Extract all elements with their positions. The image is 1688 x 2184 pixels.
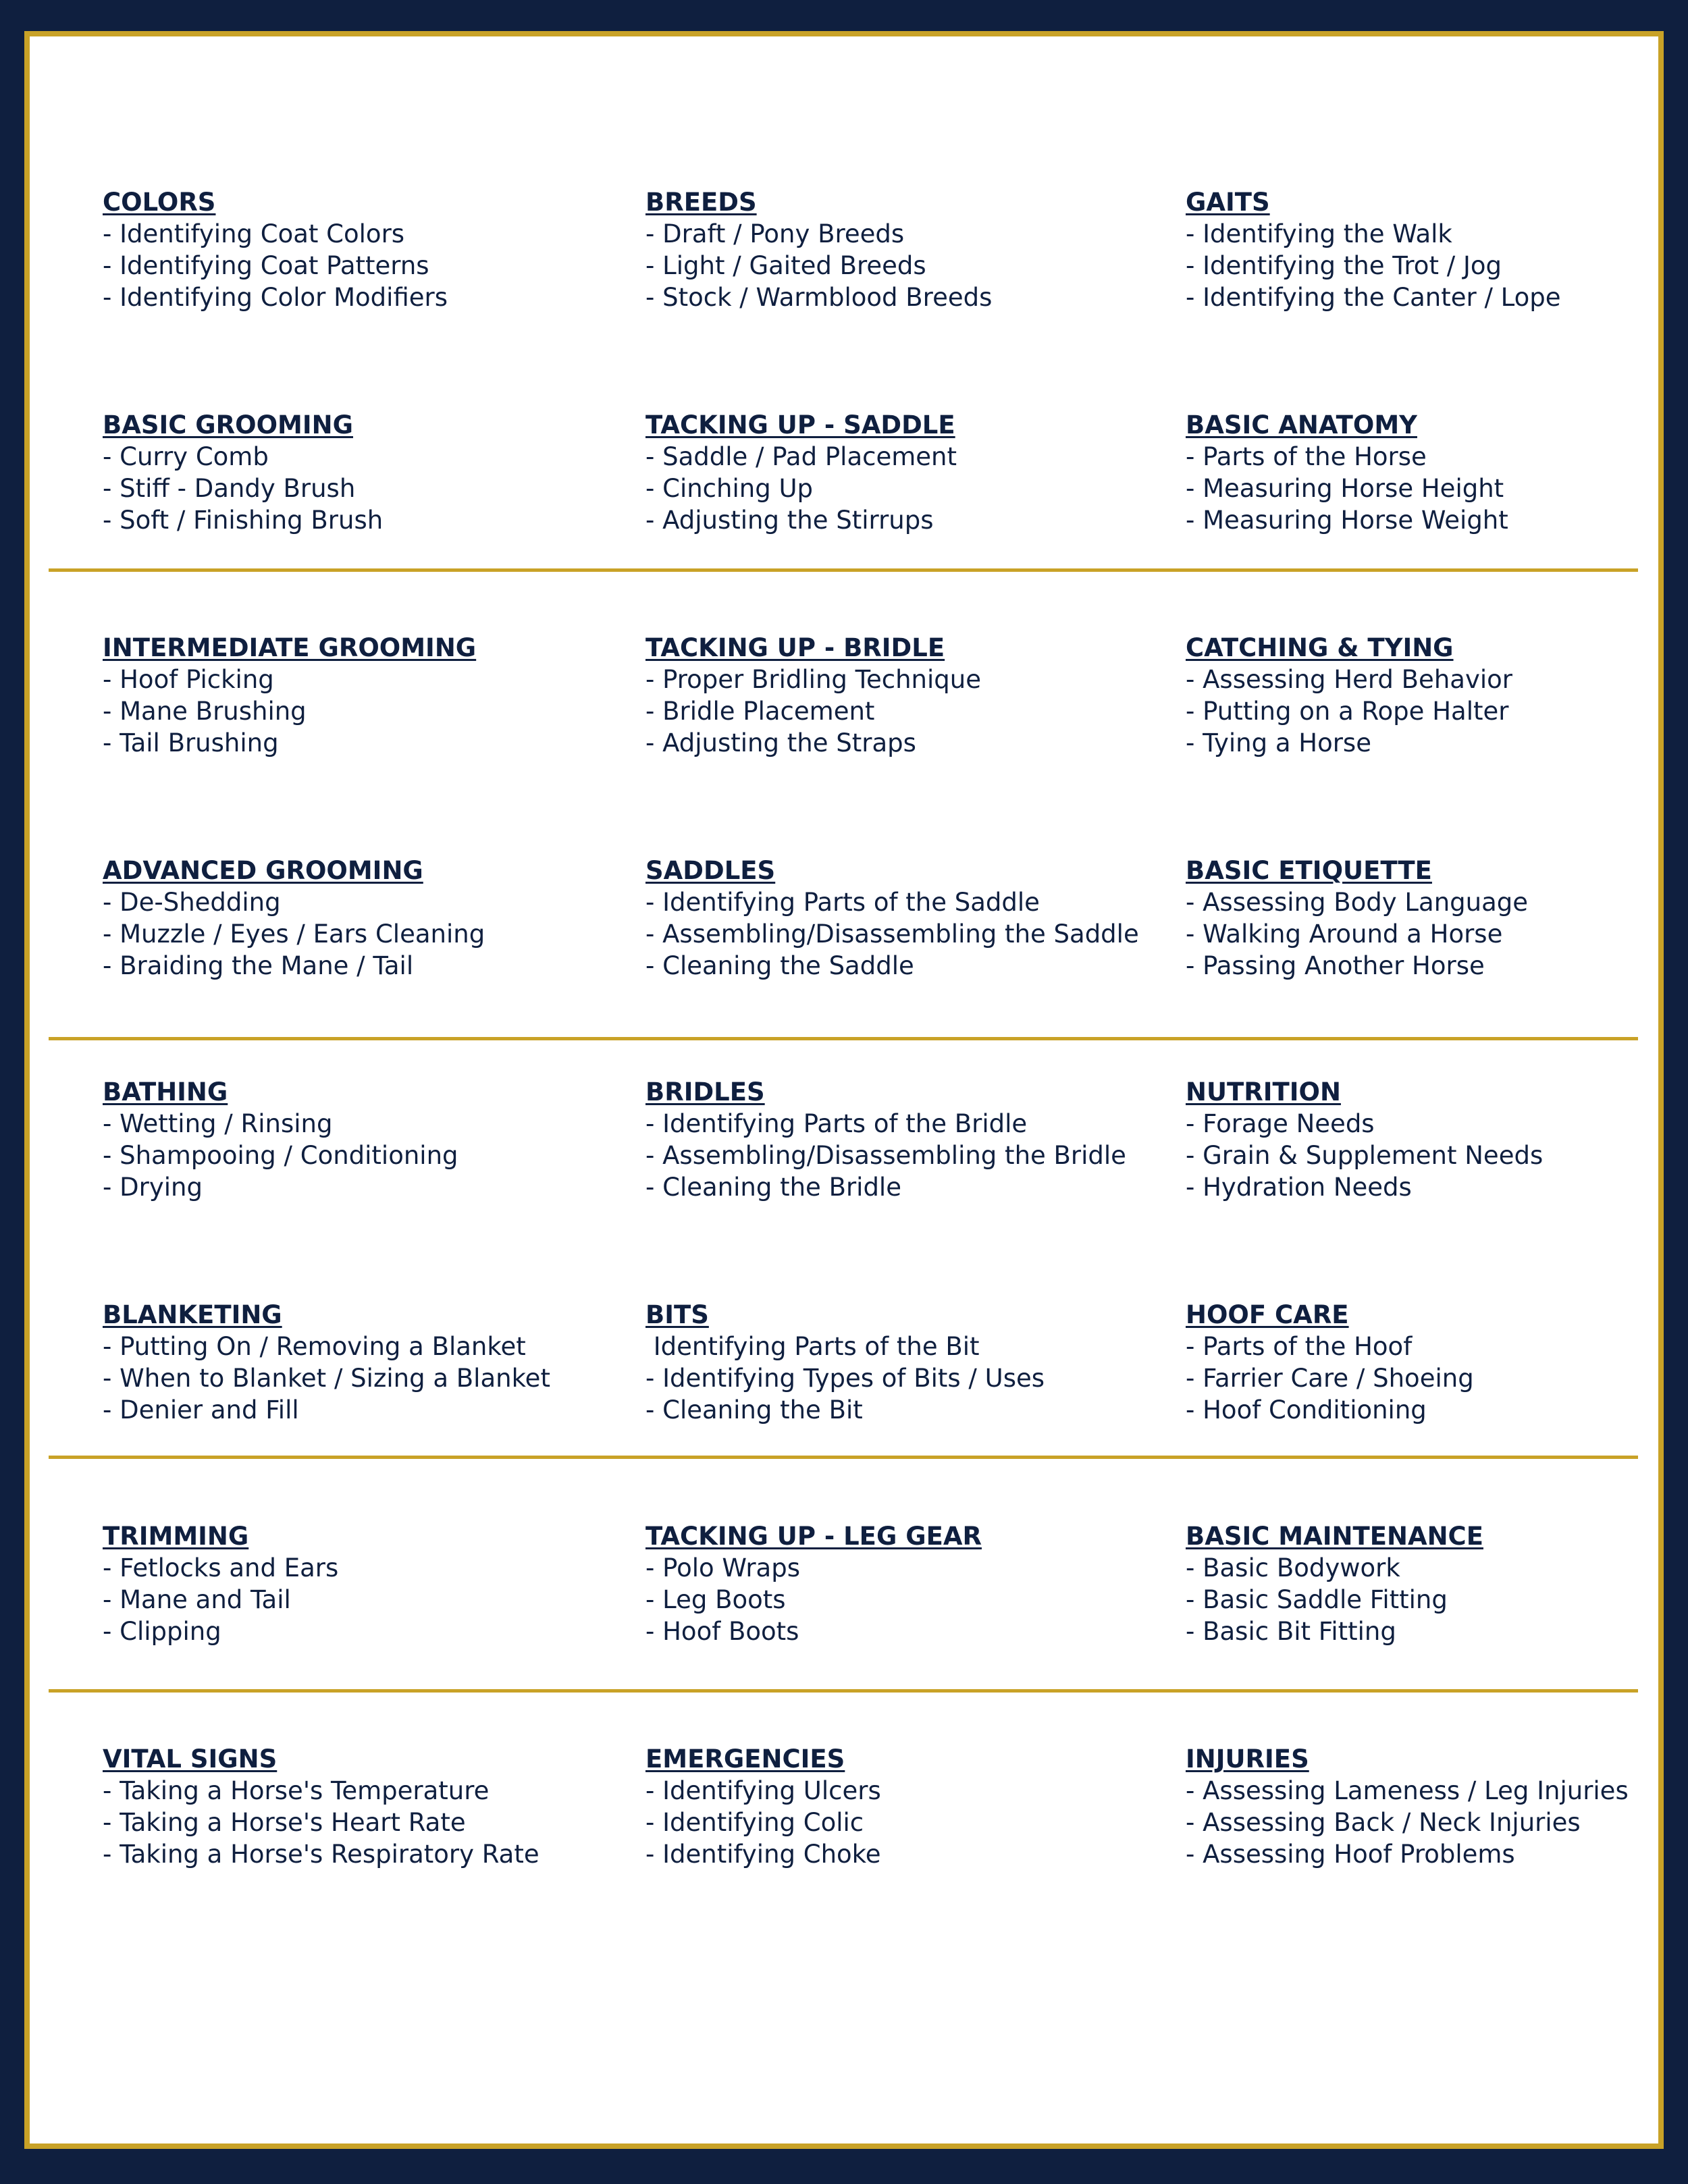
topic-item: - Tying a Horse (1186, 728, 1371, 757)
topic-row (103, 1299, 1669, 1434)
section-divider (49, 1456, 1638, 1459)
topic-heading: TRIMMING (103, 1522, 249, 1551)
topic-block (1186, 409, 1508, 536)
topic-heading: BASIC GROOMING (103, 410, 353, 440)
topic-item: - Cleaning the Bridle (645, 1173, 901, 1202)
topic-item: - Identifying Color Modifiers (103, 283, 448, 312)
topic-item: - Identifying Parts of the Saddle (645, 888, 1040, 917)
topic-item: - Basic Bodywork (1186, 1553, 1400, 1582)
topic-heading: GAITS (1186, 188, 1270, 217)
topic-heading: BASIC ANATOMY (1186, 410, 1417, 440)
topic-block (645, 1299, 1045, 1426)
topic-heading: TACKING UP - BRIDLE (645, 633, 945, 662)
topic-item: - Grain & Supplement Needs (1186, 1141, 1544, 1170)
topic-item: - Polo Wraps (645, 1553, 800, 1582)
topic-heading: INTERMEDIATE GROOMING (103, 633, 477, 662)
topic-block (645, 1520, 982, 1647)
topic-item: - Denier and Fill (103, 1395, 299, 1424)
topic-heading: TACKING UP - SADDLE (645, 410, 955, 440)
section-divider (49, 1037, 1638, 1040)
topic-block (645, 855, 1139, 982)
topic-item: - Curry Comb (103, 442, 269, 471)
topic-row (103, 855, 1669, 990)
topic-heading: COLORS (103, 188, 216, 217)
topic-item: - Parts of the Horse (1186, 442, 1427, 471)
section-divider (49, 1689, 1638, 1693)
topic-item: - Stock / Warmblood Breeds (645, 283, 993, 312)
topic-item: - Identifying Choke (645, 1840, 881, 1869)
topic-item: - Proper Bridling Technique (645, 665, 981, 694)
topic-item: - Assessing Herd Behavior (1186, 665, 1512, 694)
topic-item: - Assessing Back / Neck Injuries (1186, 1808, 1581, 1837)
topic-block (645, 186, 992, 313)
topic-item: - Saddle / Pad Placement (645, 442, 957, 471)
topic-heading: HOOF CARE (1186, 1300, 1349, 1329)
topic-item: - Cleaning the Bit (645, 1395, 863, 1424)
topic-heading: BITS (645, 1300, 709, 1329)
document-page (24, 31, 1664, 2149)
topic-item: - Hydration Needs (1186, 1173, 1412, 1202)
topic-heading: EMERGENCIES (645, 1744, 845, 1774)
topic-item: - Soft / Finishing Brush (103, 506, 384, 535)
topic-item: - Identifying the Canter / Lope (1186, 283, 1561, 312)
topic-row (103, 632, 1669, 767)
topic-row (103, 1743, 1669, 1878)
topic-item: - Shampooing / Conditioning (103, 1141, 458, 1170)
topic-block (645, 1743, 881, 1870)
topic-item: - Hoof Boots (645, 1617, 799, 1646)
topic-item: - Muzzle / Eyes / Ears Cleaning (103, 920, 485, 949)
topic-item: - Adjusting the Stirrups (645, 506, 934, 535)
topic-item: - Basic Saddle Fitting (1186, 1585, 1448, 1614)
topic-item: - Identifying Coat Colors (103, 219, 405, 248)
topic-item: - Assessing Lameness / Leg Injuries (1186, 1776, 1629, 1805)
topic-item: - Taking a Horse's Temperature (103, 1776, 490, 1805)
topic-item: - Draft / Pony Breeds (645, 219, 905, 248)
topic-item: - Drying (103, 1173, 203, 1202)
topic-item: - Assembling/Disassembling the Saddle (645, 920, 1139, 949)
topic-block (103, 1520, 338, 1647)
topic-block (103, 855, 485, 982)
topic-item: - Cinching Up (645, 474, 814, 503)
topic-heading: CATCHING & TYING (1186, 633, 1454, 662)
section-divider (49, 568, 1638, 572)
topic-block (645, 632, 981, 759)
topic-item: - Light / Gaited Breeds (645, 251, 926, 280)
topic-item: - Walking Around a Horse (1186, 920, 1503, 949)
topic-block (103, 186, 448, 313)
topic-item: - Identifying Parts of the Bridle (645, 1109, 1028, 1138)
topic-item: - Parts of the Hoof (1186, 1332, 1413, 1361)
topic-item: - Identifying Coat Patterns (103, 251, 429, 280)
topic-block (1186, 186, 1561, 313)
topic-row (103, 409, 1669, 544)
topic-item: - Measuring Horse Weight (1186, 506, 1508, 535)
topic-block (1186, 1743, 1629, 1870)
topic-item: - Farrier Care / Shoeing (1186, 1364, 1474, 1393)
topic-item: - Fetlocks and Ears (103, 1553, 339, 1582)
topic-item: - De-Shedding (103, 888, 281, 917)
topic-item: - When to Blanket / Sizing a Blanket (103, 1364, 550, 1393)
topic-item: - Cleaning the Saddle (645, 951, 914, 980)
topic-block (1186, 1299, 1474, 1426)
topic-item: - Hoof Conditioning (1186, 1395, 1427, 1424)
topic-heading: VITAL SIGNS (103, 1744, 278, 1774)
topic-heading: TACKING UP - LEG GEAR (645, 1522, 982, 1551)
topic-item: - Putting On / Removing a Blanket (103, 1332, 526, 1361)
topic-item: - Braiding the Mane / Tail (103, 951, 414, 980)
topic-heading: BLANKETING (103, 1300, 282, 1329)
topic-item: - Identifying the Walk (1186, 219, 1452, 248)
topic-item: - Passing Another Horse (1186, 951, 1485, 980)
topic-item: - Tail Brushing (103, 728, 279, 757)
topic-item: - Clipping (103, 1617, 221, 1646)
topic-item: Identifying Parts of the Bit (645, 1332, 980, 1361)
topic-item: - Adjusting the Straps (645, 728, 916, 757)
topic-item: - Hoof Picking (103, 665, 274, 694)
topic-block (1186, 855, 1528, 982)
topic-heading: INJURIES (1186, 1744, 1309, 1774)
topic-heading: BASIC ETIQUETTE (1186, 856, 1432, 885)
topic-heading: BREEDS (645, 188, 757, 217)
topic-block (1186, 1076, 1543, 1203)
topic-item: - Leg Boots (645, 1585, 786, 1614)
topic-item: - Assessing Hoof Problems (1186, 1840, 1515, 1869)
topic-item: - Mane Brushing (103, 697, 307, 726)
topic-item: - Identifying the Trot / Jog (1186, 251, 1502, 280)
topic-item: - Identifying Types of Bits / Uses (645, 1364, 1045, 1393)
topic-row (103, 1520, 1669, 1655)
topic-item: - Mane and Tail (103, 1585, 291, 1614)
topic-heading: NUTRITION (1186, 1077, 1341, 1107)
topic-item: - Taking a Horse's Heart Rate (103, 1808, 466, 1837)
topic-row (103, 186, 1669, 321)
topic-item: - Taking a Horse's Respiratory Rate (103, 1840, 539, 1869)
topic-item: - Wetting / Rinsing (103, 1109, 333, 1138)
topic-item: - Stiff - Dandy Brush (103, 474, 356, 503)
topic-block (1186, 1520, 1483, 1647)
topic-item: - Assembling/Disassembling the Bridle (645, 1141, 1126, 1170)
topic-heading: SADDLES (645, 856, 776, 885)
topic-item: - Measuring Horse Height (1186, 474, 1504, 503)
topic-block (103, 409, 383, 536)
topic-block (645, 1076, 1126, 1203)
topic-block (103, 1076, 458, 1203)
topic-heading: BASIC MAINTENANCE (1186, 1522, 1483, 1551)
topic-row (103, 1076, 1669, 1211)
topic-item: - Identifying Ulcers (645, 1776, 881, 1805)
topic-heading: BRIDLES (645, 1077, 765, 1107)
topic-item: - Putting on a Rope Halter (1186, 697, 1509, 726)
topic-block (1186, 632, 1512, 759)
topic-item: - Forage Needs (1186, 1109, 1375, 1138)
topic-block (103, 632, 476, 759)
topic-item: - Bridle Placement (645, 697, 875, 726)
topic-item: - Assessing Body Language (1186, 888, 1529, 917)
topic-item: - Basic Bit Fitting (1186, 1617, 1396, 1646)
topic-block (645, 409, 957, 536)
topic-block (103, 1299, 550, 1426)
topic-heading: BATHING (103, 1077, 228, 1107)
topic-item: - Identifying Colic (645, 1808, 864, 1837)
topic-heading: ADVANCED GROOMING (103, 856, 423, 885)
topic-block (103, 1743, 539, 1870)
